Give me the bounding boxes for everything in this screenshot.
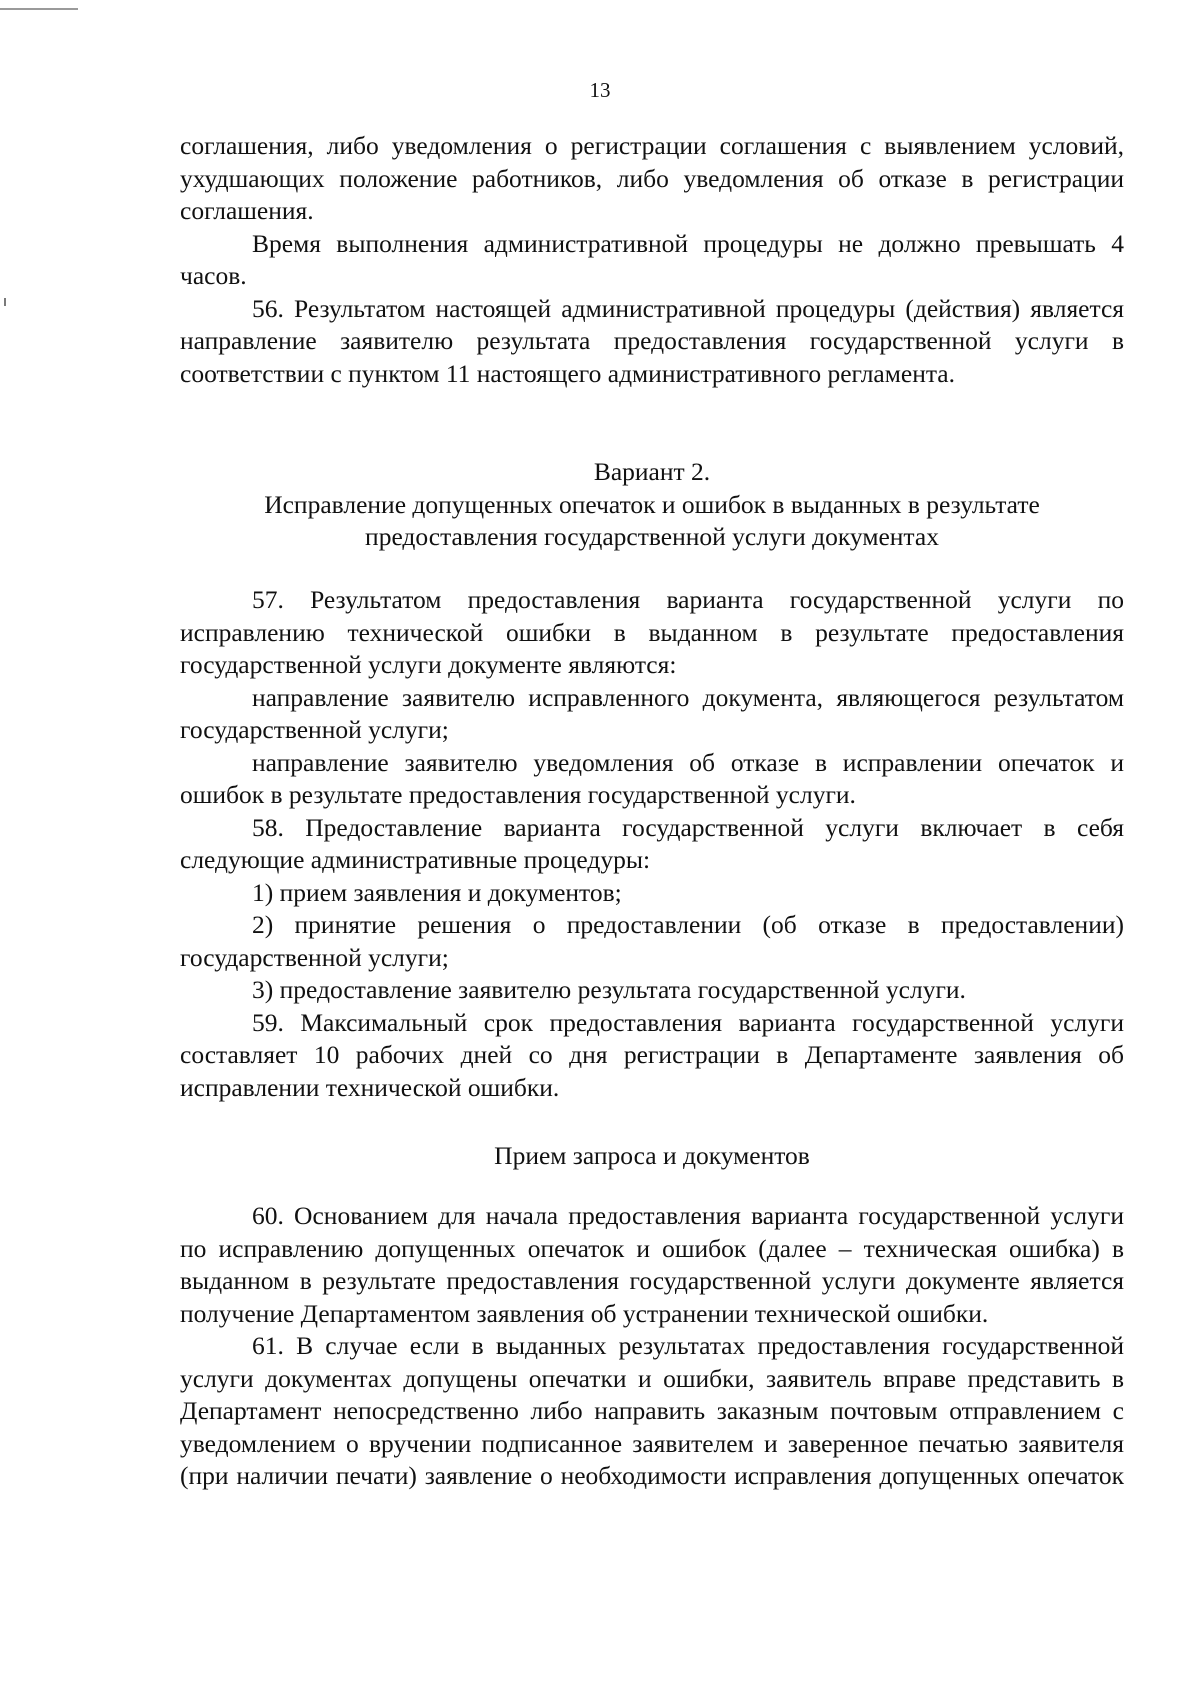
scan-edge-dot — [4, 298, 6, 306]
reception-section — [180, 1200, 1124, 1493]
paragraph-60: 60. Основанием для начала предоставления варианта государственной услуги по исправлению допущенных опечаток и ошибок (далее – техническая ошибка) в выданном в результате предоставления государственной услуги документе является получение Департаментом заявления об устранении технической ошибки. — [180, 1201, 1124, 1328]
paragraph-57: 57. Результатом предоставления варианта государственной услуги по исправлению технической ошибки в выданном в результате предоставления государственной услуги документе являются: — [180, 585, 1124, 679]
variant-title: Вариант 2. — [593, 457, 711, 486]
paragraph-58-item-2: 2) принятие решения о предоставлении (об отказе в предоставлении) государственной услуги; — [180, 910, 1124, 972]
page-number: 13 — [589, 78, 611, 102]
section-heading-block — [180, 1140, 1124, 1173]
intro-section — [180, 130, 1124, 390]
paragraph-61: 61. В случае если в выданных результатах предоставления государственной услуги документах допущены опечатки и ошибки, заявитель вправе представить в Департамент непосредственно либо направить заказным почтовым отправлением с уведомлением о вручении подписанное заявителем и заверенное печатью заявителя (при наличии печати) заявление о необходимости исправления допущенных опечаток — [180, 1331, 1124, 1490]
variant-subtitle-line2: предоставления государственной услуги документах — [365, 522, 939, 551]
paragraph-57-item-1: направление заявителю исправленного документа, являющегося результатом государственной услуги; — [180, 682, 1124, 744]
paragraph-57-item-2: направление заявителю уведомления об отказе в исправлении опечаток и ошибок в результате предоставления государственной услуги. — [180, 747, 1124, 809]
paragraph-58-item-1: 1) прием заявления и документов; — [252, 877, 622, 907]
paragraph-56: 56. Результатом настоящей административной процедуры (действия) является направление заявителю результата предоставления государственной услуги в соответствии с пунктом 11 настоящего административного регламента. — [180, 293, 1124, 388]
paragraph-time-limit: Время выполнения административной процедуры не должно превышать 4 часов. — [180, 228, 1124, 290]
paragraph-59: 59. Максимальный срок предоставления варианта государственной услуги составляет 10 рабочих дней со дня регистрации в Департаменте заявления об исправлении технической ошибки. — [180, 1007, 1124, 1102]
paragraph-58: 58. Предоставление варианта государственной услуги включает в себя следующие административные процедуры: — [180, 812, 1124, 874]
variant-heading — [180, 456, 1124, 554]
variant-section — [180, 584, 1124, 1104]
variant-subtitle-line1: Исправление допущенных опечаток и ошибок в выданных в результате — [264, 489, 1040, 519]
section-heading: Прием запроса и документов — [494, 1141, 810, 1170]
scan-edge-mark — [0, 8, 78, 10]
paragraph-continuation: соглашения, либо уведомления о регистрации соглашения с выявлением условий, ухудшающих положение работников, либо уведомления об отказе в регистрации соглашения. — [180, 131, 1124, 225]
paragraph-58-item-3: 3) предоставление заявителю результата государственной услуги. — [252, 975, 966, 1004]
